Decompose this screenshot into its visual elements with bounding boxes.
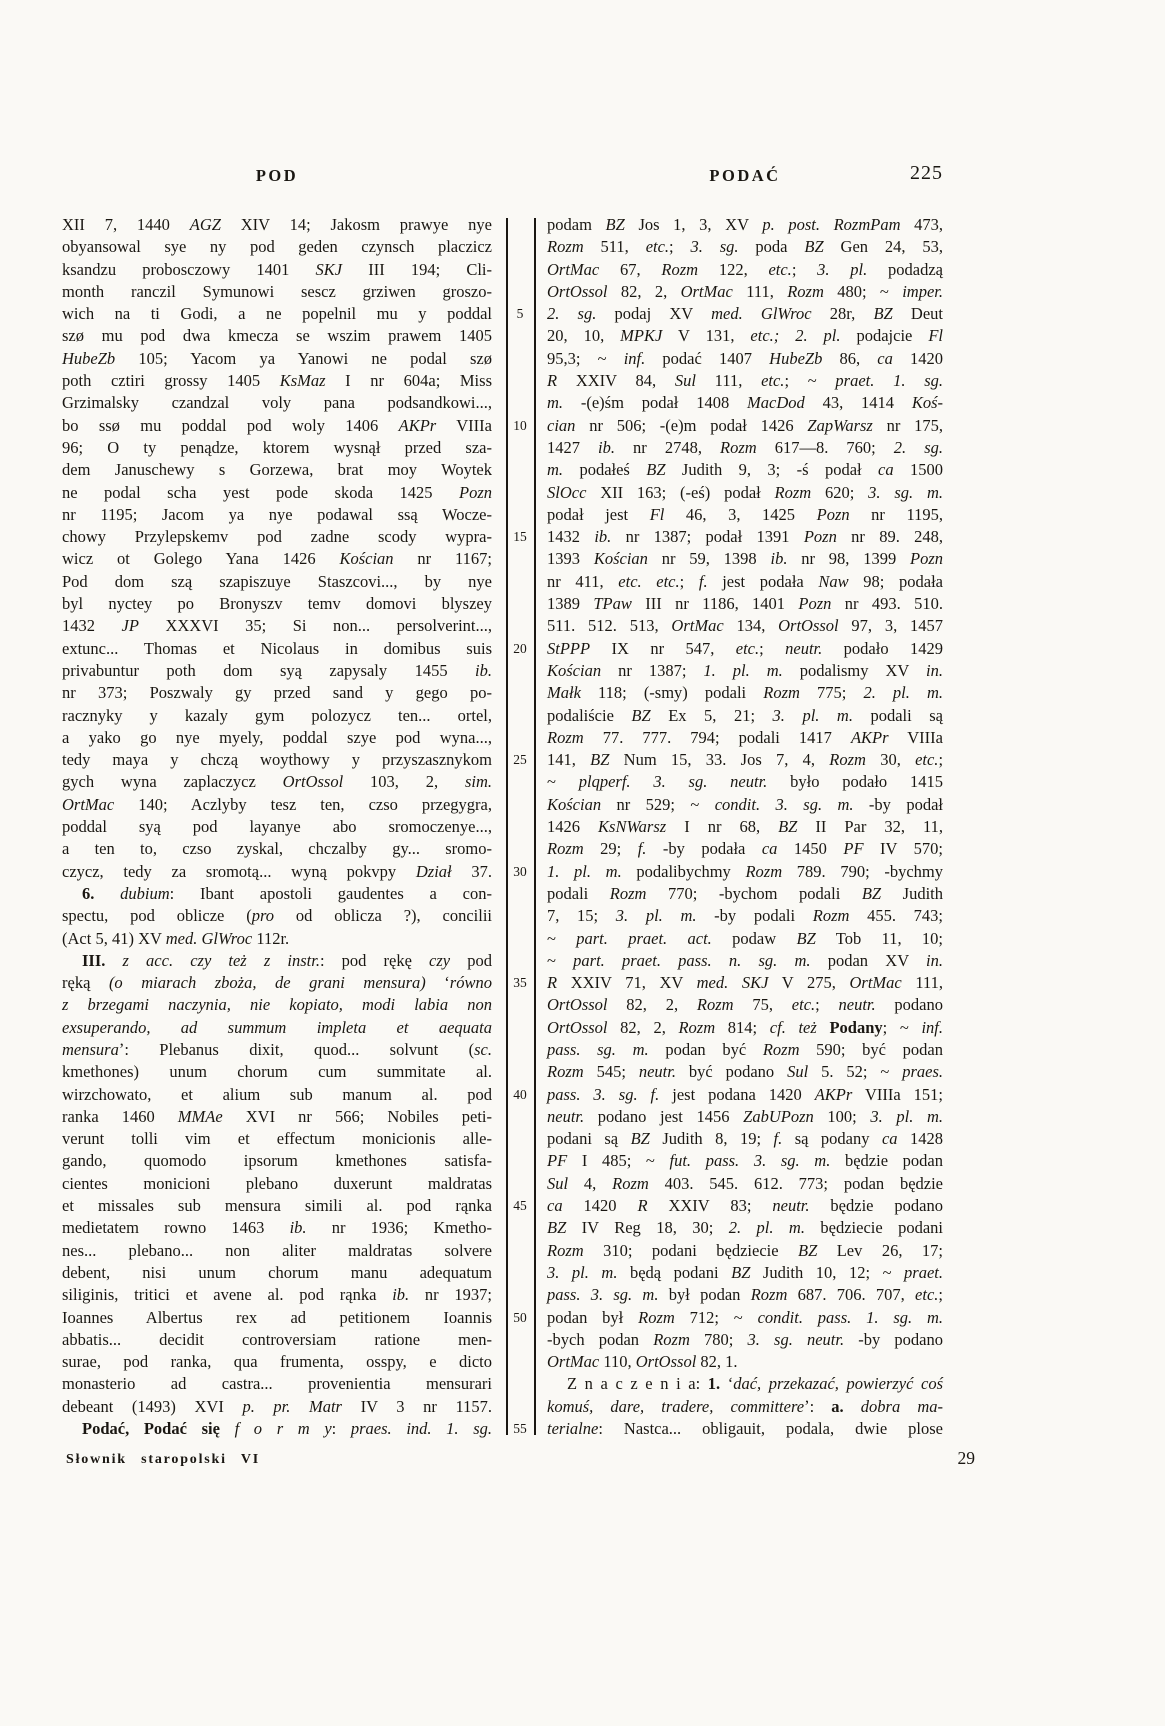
text-line: Ioannes Albertus rex ad petitionem Ioannis: [62, 1307, 492, 1327]
text-line: OrtMac 140; Aczlyby tesz ten, czso przegygra,: [62, 794, 492, 814]
text-line: podam BZ Jos 1, 3, XV p. post. RozmPam 473,: [547, 215, 943, 234]
text-line: 6. dubium: Ibant apostoli gaudentes a con-: [82, 883, 492, 903]
running-title-right: PODAĆ: [709, 166, 781, 185]
text-line: m. -(e)śm podał 1408 MacDod 43, 1414 Koś-: [547, 393, 943, 413]
running-title-left: POD: [255, 166, 299, 185]
gutter-line-number: 30: [513, 863, 527, 879]
text-line: ksandzu probosczowy 1401 SKJ III 194; Cli-: [62, 259, 492, 279]
text-line: gych wyna zaplaczycz OrtOssol 103, 2, sim.: [62, 772, 492, 792]
text-line: podali Rozm 770; -bychom podali BZ Judith: [547, 883, 943, 903]
text-line: (Act 5, 41) XV med. GlWroc 112r.: [62, 928, 290, 948]
footer-signature-number: 29: [957, 1448, 975, 1468]
gutter-line-number: 25: [513, 752, 527, 768]
gutter-line-number: 40: [513, 1086, 527, 1102]
text-line: bo ssø mu poddal pod woly 1406 AKPr VIIIa: [62, 415, 492, 435]
text-line: OrtOssol 82, 2, Rozm 814; cf. też Podany; ~ inf.: [547, 1017, 943, 1037]
text-line: nes... plebano... non aliter maldratas solvere: [62, 1240, 492, 1260]
text-line: a ten to, czso zyskal, chczalby gy... sromo-: [62, 839, 492, 859]
text-line: month ranczil Symunowi sescz grziwen groszo-: [62, 281, 492, 301]
text-line: wirzchowato, et alium sub manum al. pod: [62, 1084, 492, 1104]
text-line: ~ part. praet. act. podaw BZ Tob 11, 10;: [547, 928, 943, 948]
text-line: 96; O ty penądze, ktorem wysnął przed sza-: [62, 437, 492, 457]
right-text-column: [547, 214, 943, 1440]
text-line: byl nyctey po Bronyszv temv domovi blyszey: [62, 594, 492, 614]
text-line: XII 7, 1440 AGZ XIV 14; Jakosm prawye nye: [62, 215, 493, 234]
text-line: pass. sg. m. podan być Rozm 590; być podan: [547, 1039, 943, 1059]
text-line: ~ plqperf. 3. sg. neutr. było podało 1415: [547, 772, 943, 792]
text-line: gando, quomodo ipsorum kmethones satisfa-: [62, 1151, 492, 1171]
text-line: cian nr 506; -(e)m podał 1426 ZapWarsz nr 175,: [547, 415, 943, 435]
gutter-line-number: 15: [513, 529, 527, 545]
gutter-line-number: 20: [513, 640, 527, 656]
text-line: 1. pl. m. podalibychmy Rozm 789. 790; -bychmy: [547, 861, 944, 881]
text-line: dem Januschewy s Gorzewa, brat moy Woytek: [62, 460, 492, 480]
text-line: 1432 ib. nr 1387; podał 1391 Pozn nr 89. 248,: [547, 527, 943, 547]
text-line: pass. 3. sg. f. jest podana 1420 AKPr VIIIa 151;: [547, 1084, 943, 1104]
text-line: Małk 118; (-smy) podali Rozm 775; 2. pl. m.: [547, 683, 943, 703]
text-line: extunc... Thomas et Nicolaus in domibus suis: [62, 638, 492, 658]
text-line: et missales sub mensura simili al. pod rąnka: [62, 1196, 492, 1216]
gutter-line-number: 55: [513, 1421, 527, 1437]
text-line: chowy Przylepskemv pod zadne scody wypra-: [62, 527, 492, 547]
text-line: debent, nisi unum chorum manu adequatum: [62, 1262, 492, 1282]
text-line: ranka 1460 MMAe XVI nr 566; Nobiles peti-: [62, 1106, 492, 1126]
text-line: 1427 ib. nr 2748, Rozm 617—8. 760; 2. sg.: [547, 437, 943, 457]
gutter-line-number: 5: [516, 306, 524, 322]
text-line: Kościan nr 1387; 1. pl. m. podalismy XV in.: [547, 660, 943, 680]
text-line: HubeZb 105; Yacom ya Yanowi ne podal szø: [62, 348, 492, 368]
text-line: Z n a c z e n i a: 1. ʻdać, przekazać, powierzyć coś: [567, 1374, 943, 1394]
text-line: komuś, dare, tradere, committereʼ: a. dobra ma-: [547, 1396, 943, 1416]
text-line: StPPP IX nr 547, etc.; neutr. podało 1429: [547, 638, 943, 658]
text-line: z brzegami naczynia, nie kopiato, modi labia non: [62, 995, 492, 1015]
text-line: podan był Rozm 712; ~ condit. pass. 1. sg. m.: [547, 1307, 943, 1327]
text-line: nr 373; Poszwaly gy przed sand y gego po-: [62, 683, 492, 703]
text-line: Grzimalsky czandzal voly pana podsandkowi...,: [62, 393, 492, 413]
text-line: Podać, Podać się f o r m y: praes. ind. 1. sg.: [82, 1419, 493, 1439]
gutter-line-number: 45: [513, 1198, 527, 1214]
left-text-column: [62, 214, 492, 1440]
text-line: 3. pl. m. będą podani BZ Judith 10, 12; ~ praet.: [547, 1262, 944, 1282]
text-line: ręką (o miarach zboża, de grani mensura) ʻrówno: [62, 973, 492, 993]
text-line: 2. sg. podaj XV med. GlWroc 28r, BZ Deut: [547, 304, 943, 324]
text-line: III. z acc. czy też z instr.: pod rękę czy pod: [82, 950, 492, 970]
text-line: medietatem rowno 1463 ib. nr 1936; Kmetho-: [62, 1218, 492, 1238]
text-line: privabuntur poth dom syą zapysaly 1455 ib.: [62, 660, 492, 680]
text-line: 141, BZ Num 15, 33. Jos 7, 4, Rozm 30, etc.;: [547, 750, 944, 770]
text-line: Rozm 310; podani będziecie BZ Lev 26, 17;: [547, 1240, 943, 1260]
text-line: 7, 15; 3. pl. m. -by podali Rozm 455. 743;: [547, 906, 943, 926]
text-line: 1393 Kościan nr 59, 1398 ib. nr 98, 1399 Pozn: [547, 549, 944, 569]
text-line: racznyky y kazaly gym polozycz ten... ortel,: [62, 705, 492, 725]
gutter-line-number: 10: [513, 417, 527, 433]
text-line: czycz, tedy za sromotą... wyną pokvpy Dział 37.: [62, 861, 493, 881]
text-line: m. podałeś BZ Judith 9, 3; -ś podał ca 1500: [547, 460, 944, 480]
text-line: tedy maya y chczą woythowy y przyszasznykom: [62, 750, 492, 770]
text-line: ~ part. praet. pass. n. sg. m. podan XV in.: [547, 950, 943, 970]
text-line: terialne: Nastca... obligauit, podala, dwie plose: [547, 1419, 943, 1439]
text-line: OrtOssol 82, 2, OrtMac 111, Rozm 480; ~ imper.: [547, 281, 944, 301]
text-line: 95,3; ~ inf. podać 1407 HubeZb 86, ca 1420: [547, 348, 944, 368]
text-line: wich na ti Godi, a ne popelnil mu y poddal: [62, 304, 492, 324]
text-line: debeant (1493) XVI p. pr. Matr IV 3 nr 1157.: [62, 1396, 493, 1416]
text-line: 1432 JP XXXVI 35; Si non... persolverint...,: [62, 616, 492, 636]
column-divider-rule-right: [534, 218, 536, 1435]
text-line: podani są BZ Judith 8, 19; f. są podany ca 1428: [547, 1129, 943, 1149]
text-line: poth cztiri grossy 1405 KsMaz I nr 604a; Miss: [62, 371, 492, 391]
text-line: Rozm 77. 777. 794; podali 1417 AKPr VIIIa: [547, 727, 943, 747]
text-line: kmethones) unum chorum cum summitate al.: [62, 1062, 492, 1082]
footer-series-title: Słownik staropolski VI: [66, 1452, 261, 1467]
text-line: OrtMac 110, OrtOssol 82, 1.: [547, 1352, 738, 1372]
text-line: neutr. podano jest 1456 ZabUPozn 100; 3. pl. m.: [547, 1106, 943, 1126]
text-line: 20, 10, MPKJ V 131, etc.; 2. pl. podajcie Fl: [547, 326, 943, 346]
text-line: spectu, pod oblicze (pro od oblicza ?), concilii: [62, 906, 492, 926]
text-line: Rozm 29; f. -by podała ca 1450 PF IV 570;: [547, 839, 943, 859]
text-line: 1389 TPaw III nr 1186, 1401 Pozn nr 493. 510.: [547, 594, 943, 614]
text-line: poddal syą pod layanye abo sromoczenye...,: [62, 817, 492, 837]
text-line: -bych podan Rozm 780; 3. sg. neutr. -by podano: [547, 1329, 943, 1349]
text-line: OrtMac 67, Rozm 122, etc.; 3. pl. podadzą: [547, 259, 943, 279]
gutter-line-number: 35: [513, 975, 527, 991]
text-line: monasterio ad castra... provenientia mensurari: [62, 1374, 492, 1394]
text-line: szø mu pod dwa kmecza se wszim prawem 1405: [62, 326, 492, 346]
text-line: podał jest Fl 46, 3, 1425 Pozn nr 1195,: [547, 504, 944, 524]
text-line: cientes monicioni plebano duxerunt maldratas: [62, 1173, 492, 1193]
text-line: R XXIV 71, XV med. SKJ V 275, OrtMac 111,: [547, 973, 943, 993]
text-line: pass. 3. sg. m. był podan Rozm 687. 706. 707, etc.;: [547, 1285, 943, 1305]
text-line: BZ IV Reg 18, 30; 2. pl. m. będziecie podani: [547, 1218, 943, 1238]
column-divider-rule-left: [506, 218, 508, 1435]
text-line: verunt tolli vim et effectum monicionis alle-: [62, 1129, 492, 1149]
text-line: 1426 KsNWarsz I nr 68, BZ II Par 32, 11,: [547, 817, 944, 837]
text-line: Pod dom szą szapiszuye Staszcovi..., by nye: [62, 571, 492, 591]
text-line: surae, pod ranka, qua frumenta, osspy, e dicto: [62, 1352, 492, 1372]
text-line: mensuraʼ: Plebanus dixit, quod... solvunt (sc.: [62, 1039, 492, 1059]
text-line: a yako go nye myely, poddal szye pod wyna...,: [62, 727, 492, 747]
text-line: abbatis... decidit controversiam ratione men-: [62, 1329, 492, 1349]
text-line: nr 1195; Jacom ya nye podawal ssą Wocze-: [62, 504, 492, 524]
text-line: wicz ot Golego Yana 1426 Kościan nr 1167;: [62, 549, 493, 569]
text-line: nr 411, etc. etc.; f. jest podała Naw 98; podała: [547, 571, 943, 591]
text-line: siliginis, tritici et avene al. pod rąnka ib. nr 1937;: [62, 1285, 492, 1305]
text-line: Sul 4, Rozm 403. 545. 612. 773; podan będzie: [547, 1173, 944, 1193]
text-line: obyansowal sye ny pod geden czynsch placzicz: [62, 237, 492, 257]
text-line: OrtOssol 82, 2, Rozm 75, etc.; neutr. podano: [547, 995, 944, 1015]
text-line: PF I 485; ~ fut. pass. 3. sg. m. będzie podan: [547, 1151, 943, 1171]
text-line: Rozm 545; neutr. być podano Sul 5. 52; ~ praes.: [547, 1062, 943, 1082]
text-line: R XXIV 84, Sul 111, etc.; ~ praet. 1. sg.: [547, 371, 944, 391]
text-line: Kościan nr 529; ~ condit. 3. sg. m. -by podał: [547, 794, 943, 814]
page-number: 225: [910, 162, 943, 184]
text-line: SlOcc XII 163; (-eś) podał Rozm 620; 3. sg. m.: [547, 482, 943, 502]
gutter-line-number: 50: [513, 1309, 527, 1325]
text-line: 511. 512. 513, OrtMac 134, OrtOssol 97, 3, 1457: [547, 616, 944, 636]
text-line: podaliście BZ Ex 5, 21; 3. pl. m. podali są: [547, 705, 943, 725]
text-line: Rozm 511, etc.; 3. sg. poda BZ Gen 24, 53,: [547, 237, 944, 257]
text-line: exsuperando, ad summum impleta et aequata: [62, 1017, 492, 1037]
text-line: ca 1420 R XXIV 83; neutr. będzie podano: [547, 1196, 943, 1216]
text-line: ne podal scha yest pode skoda 1425 Pozn: [62, 482, 492, 502]
